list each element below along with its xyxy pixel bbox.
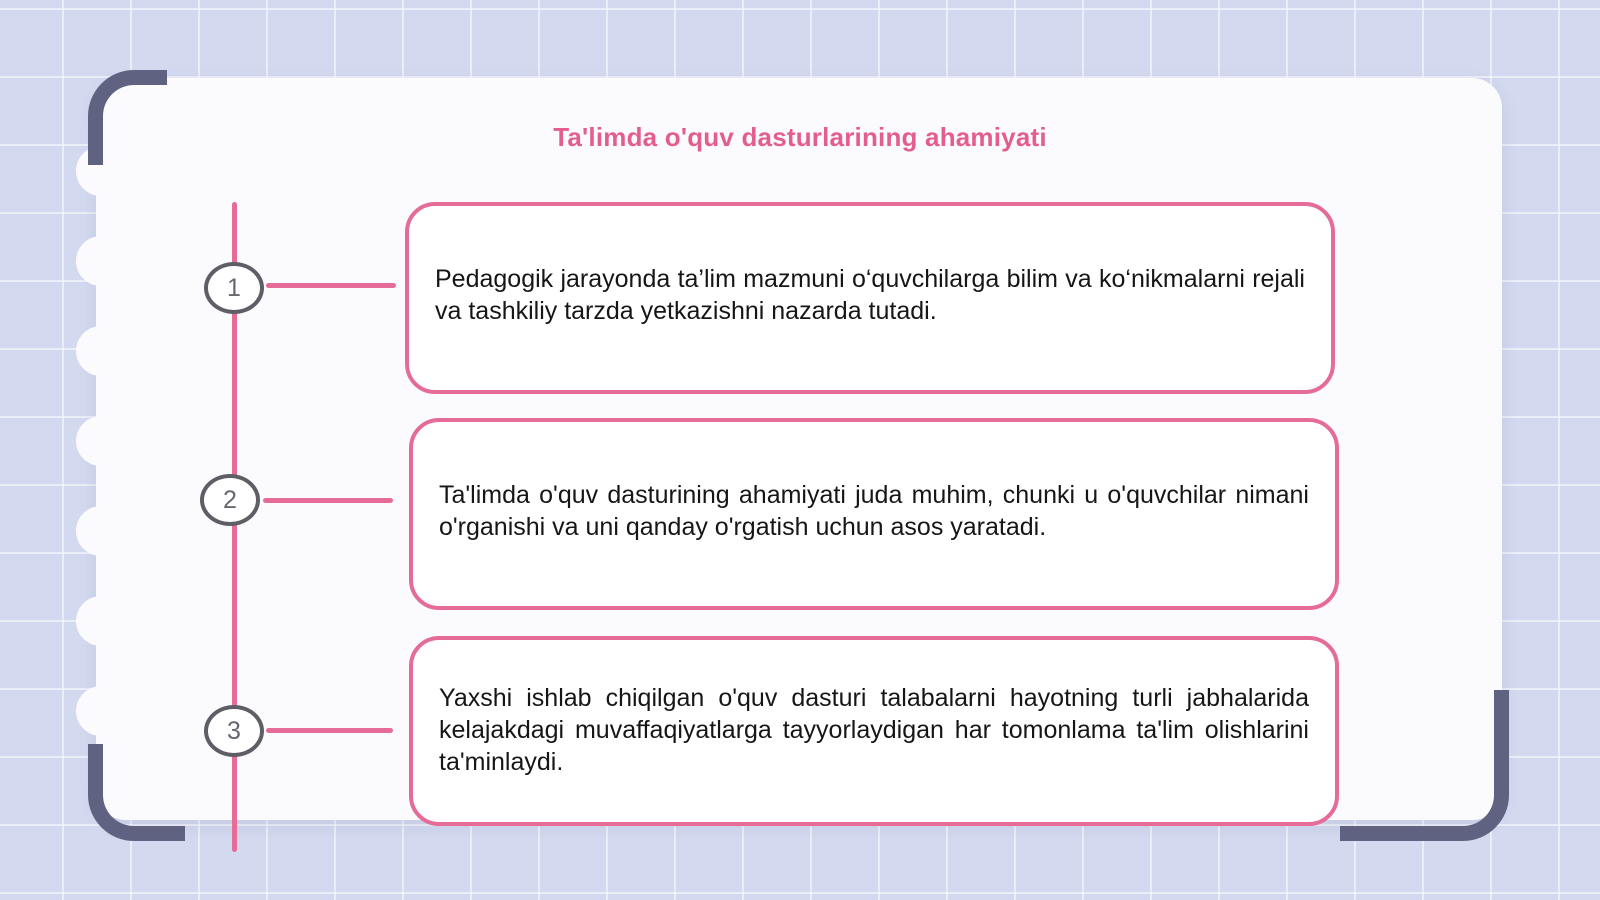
timeline-connector [263,498,393,503]
timeline-connector [266,728,393,733]
step-number-badge: 1 [204,262,264,314]
frame-corner-bottom-left [88,744,185,841]
step-number-badge: 2 [200,474,260,526]
paper-scallop [76,596,126,646]
info-card [409,418,1339,610]
frame-corner-bottom-right [1340,690,1509,841]
info-card [405,202,1335,394]
paper-scallop [76,416,126,466]
paper-scallop [76,236,126,286]
step-number-badge: 3 [204,705,264,757]
paper-scallop [76,506,126,556]
slide-title: Ta'limda o'quv dasturlarining ahamiyati [553,122,1047,152]
info-card-text: Ta'limda o'quv dasturining ahamiyati juda muhim, chunki u o'quvchilar nimani o'rganishi va uni qanday o'rgatish uchun asos yaratadi. [439,481,1309,541]
info-card-text: Yaxshi ishlab chiqilgan o'quv dasturi talabalarni hayotning turli jabhalarida kelajakdagi muvaffaqiyatlarga tayyorlaydigan har tomonlama ta'lim olishlarini ta'minlaydi. [439,684,1309,776]
paper-scallop [76,686,126,736]
info-card-text: Pedagogik jarayonda ta’lim mazmuni o‘quvchilarga bilim va ko‘nikmalarni rejali va tashkiliy tarzda yetkazishni nazarda tutadi. [435,265,1305,325]
paper-scallop [76,326,126,376]
timeline-connector [266,283,396,288]
info-card [409,636,1339,826]
